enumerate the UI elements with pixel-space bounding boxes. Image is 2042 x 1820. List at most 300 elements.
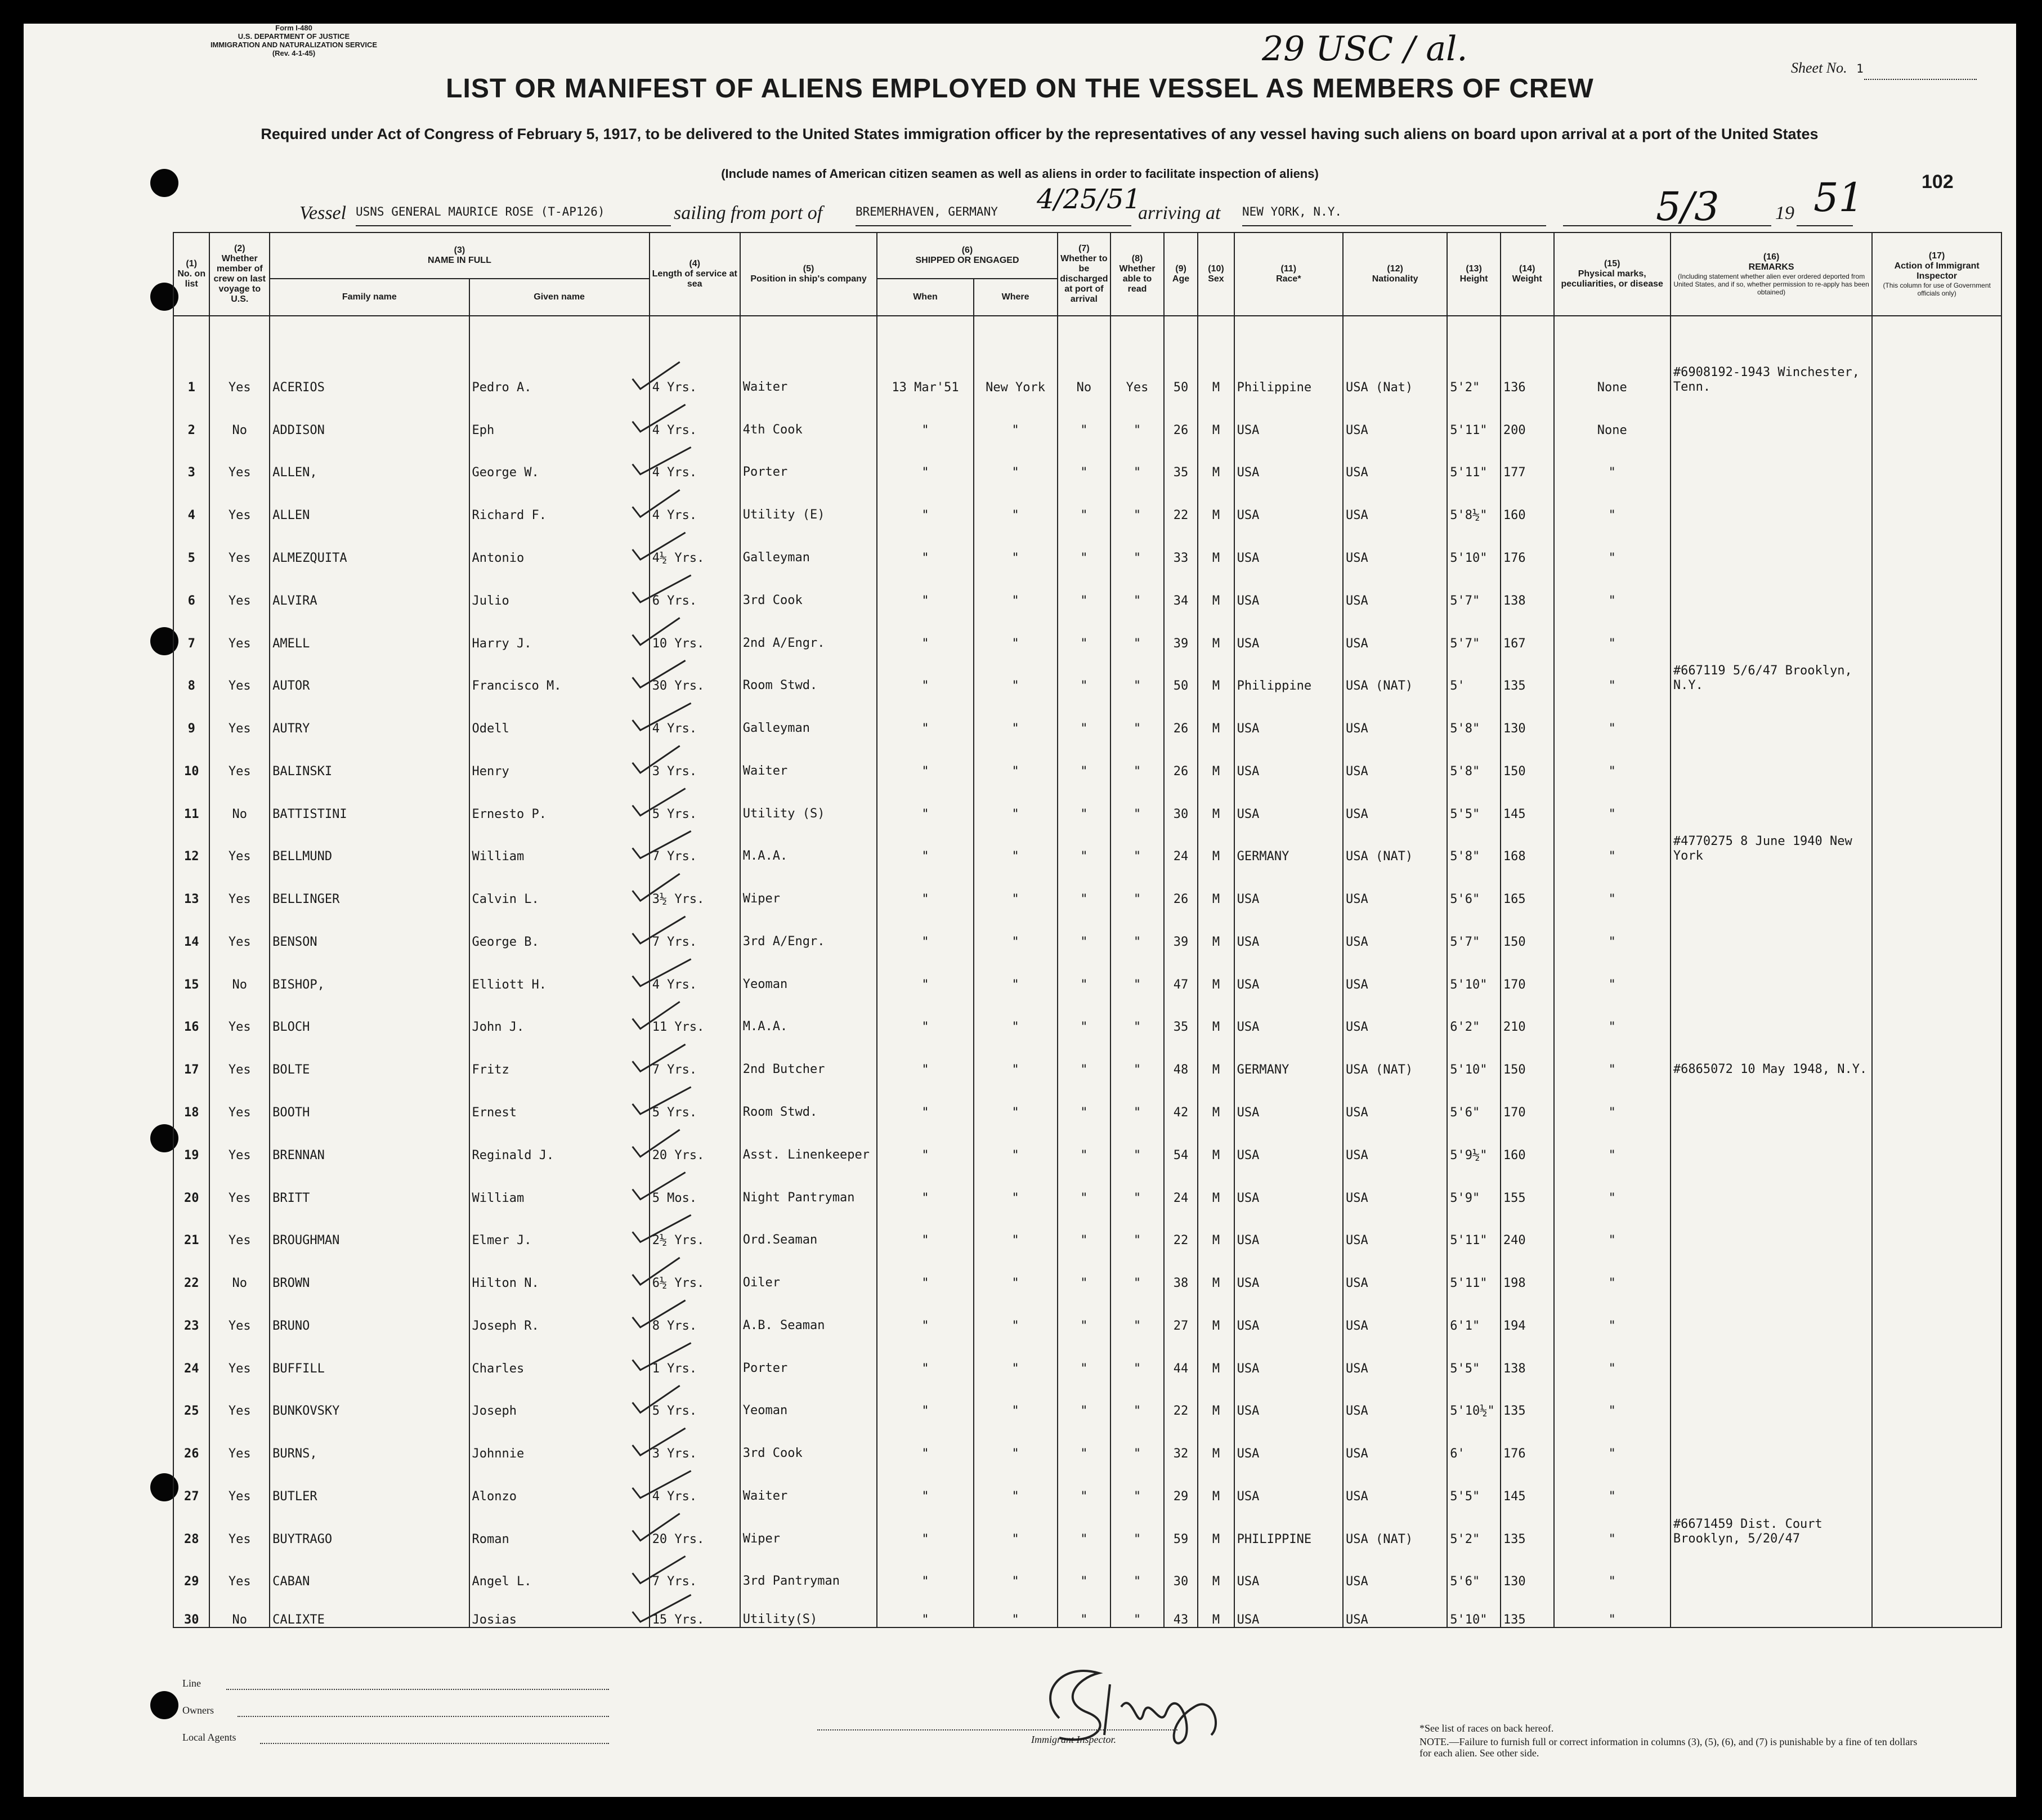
position: Wiper bbox=[740, 1504, 877, 1546]
able-to-read: " bbox=[1110, 1247, 1164, 1290]
shipped-where: " bbox=[974, 522, 1058, 565]
sex: M bbox=[1198, 779, 1234, 821]
height: 6'2" bbox=[1447, 992, 1501, 1035]
given-name: Charles bbox=[469, 1333, 650, 1376]
row-number: 29 bbox=[173, 1546, 209, 1589]
col-header-action: (17) Action of Immigrant Inspector (This column for use of Government officials only) bbox=[1872, 232, 2001, 316]
race: USA bbox=[1234, 480, 1343, 522]
sex: M bbox=[1198, 1461, 1234, 1504]
shipped-where: " bbox=[974, 395, 1058, 437]
remarks bbox=[1671, 736, 1872, 779]
race: USA bbox=[1234, 1461, 1343, 1504]
given-name: Francisco M. bbox=[469, 651, 650, 694]
sex: M bbox=[1198, 395, 1234, 437]
nationality: USA bbox=[1343, 779, 1447, 821]
inspector-action bbox=[1872, 565, 2001, 608]
given-name: Calvin L. bbox=[469, 864, 650, 906]
nationality: USA bbox=[1343, 1290, 1447, 1333]
inspector-action bbox=[1872, 395, 2001, 437]
remarks bbox=[1671, 1247, 1872, 1290]
sheet-label: Sheet No. bbox=[1791, 60, 1847, 76]
sex: M bbox=[1198, 1162, 1234, 1205]
race: USA bbox=[1234, 1546, 1343, 1589]
inspector-action bbox=[1872, 352, 2001, 395]
service-length: 4 Yrs. bbox=[650, 1461, 740, 1504]
inspector-action bbox=[1872, 949, 2001, 992]
col-header-discharged: (7) Whether to be discharged at port of arrival bbox=[1058, 232, 1111, 316]
shipped-where: " bbox=[974, 1546, 1058, 1589]
position: 2nd Butcher bbox=[740, 1034, 877, 1077]
shipped-where: " bbox=[974, 480, 1058, 522]
able-to-read: " bbox=[1110, 949, 1164, 992]
row-number: 3 bbox=[173, 437, 209, 480]
shipped-where: " bbox=[974, 1333, 1058, 1376]
able-to-read: " bbox=[1110, 906, 1164, 949]
nationality: USA bbox=[1343, 864, 1447, 906]
discharged: " bbox=[1058, 693, 1111, 736]
given-name: Johnnie bbox=[469, 1418, 650, 1461]
family-name: BENSON bbox=[270, 906, 469, 949]
nationality: USA bbox=[1343, 480, 1447, 522]
remarks bbox=[1671, 1546, 1872, 1589]
discharged: " bbox=[1058, 395, 1111, 437]
nationality: USA bbox=[1343, 1120, 1447, 1162]
family-name: BLOCH bbox=[270, 992, 469, 1035]
able-to-read: " bbox=[1110, 1034, 1164, 1077]
remarks bbox=[1671, 522, 1872, 565]
discharged: " bbox=[1058, 1333, 1111, 1376]
able-to-read: " bbox=[1110, 395, 1164, 437]
last-voyage: No bbox=[209, 1247, 270, 1290]
remarks bbox=[1671, 1077, 1872, 1120]
able-to-read: Yes bbox=[1110, 352, 1164, 395]
last-voyage: Yes bbox=[209, 1205, 270, 1248]
row-number: 12 bbox=[173, 821, 209, 864]
age: 33 bbox=[1164, 522, 1198, 565]
row-number: 26 bbox=[173, 1418, 209, 1461]
inspector-action bbox=[1872, 1290, 2001, 1333]
crew-row bbox=[173, 736, 2001, 779]
age: 39 bbox=[1164, 608, 1198, 651]
shipped-where: " bbox=[974, 992, 1058, 1035]
sex: M bbox=[1198, 352, 1234, 395]
shipped-when: " bbox=[877, 779, 973, 821]
height: 5'6" bbox=[1447, 1077, 1501, 1120]
able-to-read: " bbox=[1110, 1376, 1164, 1419]
last-voyage: Yes bbox=[209, 1461, 270, 1504]
height: 5'7" bbox=[1447, 906, 1501, 949]
family-name: ALLEN bbox=[270, 480, 469, 522]
crew-row bbox=[173, 1290, 2001, 1333]
remarks bbox=[1671, 992, 1872, 1035]
family-name: AUTOR bbox=[270, 651, 469, 694]
sailing-label: sailing from port of bbox=[674, 203, 823, 223]
race: USA bbox=[1234, 1205, 1343, 1248]
weight: 135 bbox=[1501, 1589, 1554, 1627]
crew-row bbox=[173, 1333, 2001, 1376]
race: PHILIPPINE bbox=[1234, 1504, 1343, 1546]
remarks bbox=[1671, 395, 1872, 437]
last-voyage: Yes bbox=[209, 1333, 270, 1376]
height: 5'2" bbox=[1447, 1504, 1501, 1546]
crew-row bbox=[173, 949, 2001, 992]
position: Galleyman bbox=[740, 522, 877, 565]
family-name: BATTISTINI bbox=[270, 779, 469, 821]
shipped-where: " bbox=[974, 779, 1058, 821]
arrival-date: 5/3 bbox=[1656, 184, 1719, 230]
weight: 160 bbox=[1501, 480, 1554, 522]
agents-label: Local Agents bbox=[182, 1732, 236, 1743]
age: 35 bbox=[1164, 992, 1198, 1035]
row-number: 4 bbox=[173, 480, 209, 522]
given-name: Odell bbox=[469, 693, 650, 736]
family-name: BRUNO bbox=[270, 1290, 469, 1333]
discharged: " bbox=[1058, 1589, 1111, 1627]
height: 5'11" bbox=[1447, 437, 1501, 480]
row-number: 5 bbox=[173, 522, 209, 565]
inspector-action bbox=[1872, 1546, 2001, 1589]
race: USA bbox=[1234, 1290, 1343, 1333]
owners-field bbox=[238, 1716, 609, 1717]
crew-row bbox=[173, 1120, 2001, 1162]
arriving-underline bbox=[1242, 225, 1546, 226]
discharged: " bbox=[1058, 608, 1111, 651]
shipped-where: " bbox=[974, 1162, 1058, 1205]
shipped-where: " bbox=[974, 1034, 1058, 1077]
revision: (Rev. 4-1-45) bbox=[272, 49, 316, 57]
discharged: " bbox=[1058, 1290, 1111, 1333]
shipped-when: " bbox=[877, 736, 973, 779]
shipped-where: " bbox=[974, 651, 1058, 694]
given-name: Alonzo bbox=[469, 1461, 650, 1504]
crew-row bbox=[173, 1546, 2001, 1589]
height: 5'6" bbox=[1447, 864, 1501, 906]
position: 2nd A/Engr. bbox=[740, 608, 877, 651]
physical-marks: " bbox=[1554, 906, 1671, 949]
height: 5'8½" bbox=[1447, 480, 1501, 522]
physical-marks: " bbox=[1554, 736, 1671, 779]
physical-marks: " bbox=[1554, 565, 1671, 608]
family-name: BALINSKI bbox=[270, 736, 469, 779]
discharged: No bbox=[1058, 352, 1111, 395]
weight: 198 bbox=[1501, 1247, 1554, 1290]
last-voyage: Yes bbox=[209, 1120, 270, 1162]
col-header-marks: (15) Physical marks, peculiarities, or disease bbox=[1554, 232, 1671, 316]
shipped-where: " bbox=[974, 906, 1058, 949]
given-name: Harry J. bbox=[469, 608, 650, 651]
position: M.A.A. bbox=[740, 992, 877, 1035]
shipped-when: " bbox=[877, 608, 973, 651]
discharged: " bbox=[1058, 651, 1111, 694]
crew-row bbox=[173, 906, 2001, 949]
service-length: 5 Yrs. bbox=[650, 779, 740, 821]
service-length: 6½ Yrs. bbox=[650, 1247, 740, 1290]
age: 38 bbox=[1164, 1247, 1198, 1290]
vessel-label: Vessel bbox=[299, 203, 347, 223]
shipped-when: " bbox=[877, 949, 973, 992]
height: 5'8" bbox=[1447, 693, 1501, 736]
discharged: " bbox=[1058, 1504, 1111, 1546]
form-number: Form I-480 bbox=[275, 24, 312, 32]
able-to-read: " bbox=[1110, 1418, 1164, 1461]
shipped-where: " bbox=[974, 949, 1058, 992]
shipped-when: " bbox=[877, 1418, 973, 1461]
weight: 135 bbox=[1501, 1504, 1554, 1546]
shipped-when: " bbox=[877, 1290, 973, 1333]
remarks bbox=[1671, 1120, 1872, 1162]
row-number: 19 bbox=[173, 1120, 209, 1162]
weight: 176 bbox=[1501, 522, 1554, 565]
shipped-when: " bbox=[877, 1504, 973, 1546]
race-note: *See list of races on back hereof. bbox=[1419, 1723, 1554, 1734]
last-voyage: Yes bbox=[209, 736, 270, 779]
year-underline bbox=[1797, 225, 1853, 226]
row-number: 27 bbox=[173, 1461, 209, 1504]
age: 44 bbox=[1164, 1333, 1198, 1376]
shipped-when: " bbox=[877, 992, 973, 1035]
shipped-where: " bbox=[974, 437, 1058, 480]
agents-field bbox=[260, 1743, 609, 1744]
remarks bbox=[1671, 1205, 1872, 1248]
shipped-when: " bbox=[877, 1333, 973, 1376]
remarks bbox=[1671, 1333, 1872, 1376]
position: Wiper bbox=[740, 864, 877, 906]
family-name: BELLMUND bbox=[270, 821, 469, 864]
physical-marks: " bbox=[1554, 1589, 1671, 1627]
remarks bbox=[1671, 608, 1872, 651]
shipped-when: " bbox=[877, 906, 973, 949]
age: 43 bbox=[1164, 1589, 1198, 1627]
service-length: 4 Yrs. bbox=[650, 437, 740, 480]
weight: 145 bbox=[1501, 1461, 1554, 1504]
remarks: #6908192-1943 Winchester, Tenn. bbox=[1671, 352, 1872, 395]
shipped-when: " bbox=[877, 1034, 973, 1077]
service-length: 11 Yrs. bbox=[650, 992, 740, 1035]
race: Philippine bbox=[1234, 651, 1343, 694]
page-subtitle: Required under Act of Congress of February 5, 1917, to be delivered to the United States immigration officer by the representatives of any vessel having such aliens on board upon arrival at a port of the United States bbox=[261, 126, 1819, 142]
physical-marks: " bbox=[1554, 1546, 1671, 1589]
nationality: USA bbox=[1343, 1205, 1447, 1248]
age: 30 bbox=[1164, 779, 1198, 821]
col-header-weight: (14) Weight bbox=[1501, 232, 1554, 316]
family-name: AMELL bbox=[270, 608, 469, 651]
date-underline bbox=[1563, 225, 1771, 226]
manifest-body bbox=[173, 316, 2001, 1627]
remarks: #6671459 Dist. Court Brooklyn, 5/20/47 bbox=[1671, 1504, 1872, 1546]
line-label: Line bbox=[182, 1678, 201, 1689]
penalty-note: NOTE.—Failure to furnish full or correct information in columns (3), (5), (6), and (7) is punishable by a fine of ten dollars for each alien. See other side. bbox=[1419, 1736, 1918, 1759]
discharged: " bbox=[1058, 1461, 1111, 1504]
physical-marks: " bbox=[1554, 1077, 1671, 1120]
race: USA bbox=[1234, 1418, 1343, 1461]
given-name: Angel L. bbox=[469, 1546, 650, 1589]
row-number: 28 bbox=[173, 1504, 209, 1546]
crew-row bbox=[173, 437, 2001, 480]
race: USA bbox=[1234, 1120, 1343, 1162]
nationality: USA bbox=[1343, 1162, 1447, 1205]
height: 6'1" bbox=[1447, 1290, 1501, 1333]
able-to-read: " bbox=[1110, 651, 1164, 694]
height: 5'2" bbox=[1447, 352, 1501, 395]
service-length: 3 Yrs. bbox=[650, 736, 740, 779]
race: USA bbox=[1234, 779, 1343, 821]
punch-hole bbox=[150, 1691, 178, 1719]
service-length: 7 Yrs. bbox=[650, 1546, 740, 1589]
physical-marks: " bbox=[1554, 651, 1671, 694]
position: 3rd Pantryman bbox=[740, 1546, 877, 1589]
nationality: USA bbox=[1343, 437, 1447, 480]
row-number: 17 bbox=[173, 1034, 209, 1077]
last-voyage: Yes bbox=[209, 522, 270, 565]
age: 50 bbox=[1164, 352, 1198, 395]
position: Galleyman bbox=[740, 693, 877, 736]
row-number: 30 bbox=[173, 1589, 209, 1627]
position: 4th Cook bbox=[740, 395, 877, 437]
able-to-read: " bbox=[1110, 779, 1164, 821]
shipped-when: " bbox=[877, 480, 973, 522]
inspector-action bbox=[1872, 522, 2001, 565]
weight: 168 bbox=[1501, 821, 1554, 864]
last-voyage: Yes bbox=[209, 1290, 270, 1333]
physical-marks: " bbox=[1554, 1290, 1671, 1333]
discharged: " bbox=[1058, 949, 1111, 992]
sailing-port: BREMERHAVEN, GERMANY bbox=[856, 205, 998, 218]
discharged: " bbox=[1058, 736, 1111, 779]
inspector-signature-line bbox=[817, 1729, 1177, 1730]
remarks bbox=[1671, 565, 1872, 608]
sex: M bbox=[1198, 1546, 1234, 1589]
family-name: BUNKOVSKY bbox=[270, 1376, 469, 1419]
sex: M bbox=[1198, 992, 1234, 1035]
age: 26 bbox=[1164, 395, 1198, 437]
race: USA bbox=[1234, 906, 1343, 949]
age: 26 bbox=[1164, 736, 1198, 779]
last-voyage: No bbox=[209, 779, 270, 821]
physical-marks: " bbox=[1554, 1205, 1671, 1248]
physical-marks: " bbox=[1554, 1034, 1671, 1077]
shipped-when: 13 Mar'51 bbox=[877, 352, 973, 395]
page-stamp: 102 bbox=[1922, 171, 1954, 193]
shipped-where: " bbox=[974, 821, 1058, 864]
col-header-shipped: (6) SHIPPED OR ENGAGED bbox=[877, 232, 1057, 279]
race: GERMANY bbox=[1234, 1034, 1343, 1077]
position: M.A.A. bbox=[740, 821, 877, 864]
shipped-when: " bbox=[877, 395, 973, 437]
department: U.S. DEPARTMENT OF JUSTICE bbox=[238, 32, 350, 41]
shipped-where: " bbox=[974, 693, 1058, 736]
nationality: USA (NAT) bbox=[1343, 1504, 1447, 1546]
age: 32 bbox=[1164, 1418, 1198, 1461]
sex: M bbox=[1198, 1034, 1234, 1077]
height: 5'7" bbox=[1447, 608, 1501, 651]
inspector-action bbox=[1872, 1376, 2001, 1419]
sex: M bbox=[1198, 565, 1234, 608]
discharged: " bbox=[1058, 821, 1111, 864]
able-to-read: " bbox=[1110, 864, 1164, 906]
last-voyage: Yes bbox=[209, 1077, 270, 1120]
discharged: " bbox=[1058, 1205, 1111, 1248]
shipped-when: " bbox=[877, 693, 973, 736]
weight: 155 bbox=[1501, 1162, 1554, 1205]
height: 5'8" bbox=[1447, 736, 1501, 779]
discharged: " bbox=[1058, 1034, 1111, 1077]
physical-marks: " bbox=[1554, 1461, 1671, 1504]
discharged: " bbox=[1058, 565, 1111, 608]
remarks bbox=[1671, 906, 1872, 949]
col-header-given-name: Given name bbox=[469, 279, 650, 316]
physical-marks: " bbox=[1554, 522, 1671, 565]
manifest-page bbox=[24, 24, 2016, 1797]
year-prefix: 19 bbox=[1775, 203, 1794, 223]
service-length: 10 Yrs. bbox=[650, 608, 740, 651]
nationality: USA bbox=[1343, 1461, 1447, 1504]
family-name: BOLTE bbox=[270, 1034, 469, 1077]
family-name: ACERIOS bbox=[270, 352, 469, 395]
physical-marks: " bbox=[1554, 992, 1671, 1035]
given-name: Henry bbox=[469, 736, 650, 779]
row-number: 15 bbox=[173, 949, 209, 992]
service-length: 7 Yrs. bbox=[650, 906, 740, 949]
last-voyage: No bbox=[209, 395, 270, 437]
discharged: " bbox=[1058, 522, 1111, 565]
crew-row bbox=[173, 651, 2001, 694]
physical-marks: " bbox=[1554, 1120, 1671, 1162]
height: 5'5" bbox=[1447, 779, 1501, 821]
given-name: Fritz bbox=[469, 1034, 650, 1077]
age: 48 bbox=[1164, 1034, 1198, 1077]
remarks bbox=[1671, 1290, 1872, 1333]
inspector-action bbox=[1872, 480, 2001, 522]
owners-label: Owners bbox=[182, 1705, 214, 1716]
position: Room Stwd. bbox=[740, 651, 877, 694]
age: 30 bbox=[1164, 1546, 1198, 1589]
shipped-when: " bbox=[877, 821, 973, 864]
family-name: BROUGHMAN bbox=[270, 1205, 469, 1248]
height: 5'6" bbox=[1447, 1546, 1501, 1589]
discharged: " bbox=[1058, 437, 1111, 480]
weight: 138 bbox=[1501, 1333, 1554, 1376]
given-name: Ernesto P. bbox=[469, 779, 650, 821]
able-to-read: " bbox=[1110, 522, 1164, 565]
position: Utility(S) bbox=[740, 1589, 877, 1627]
weight: 135 bbox=[1501, 1376, 1554, 1419]
inspector-action bbox=[1872, 608, 2001, 651]
crew-row bbox=[173, 1034, 2001, 1077]
shipped-where: " bbox=[974, 608, 1058, 651]
height: 5'10" bbox=[1447, 1034, 1501, 1077]
able-to-read: " bbox=[1110, 1120, 1164, 1162]
weight: 240 bbox=[1501, 1205, 1554, 1248]
given-name: George W. bbox=[469, 437, 650, 480]
able-to-read: " bbox=[1110, 821, 1164, 864]
able-to-read: " bbox=[1110, 1461, 1164, 1504]
given-name: Elmer J. bbox=[469, 1205, 650, 1248]
family-name: BOOTH bbox=[270, 1077, 469, 1120]
remarks bbox=[1671, 1589, 1872, 1627]
sex: M bbox=[1198, 651, 1234, 694]
able-to-read: " bbox=[1110, 1162, 1164, 1205]
weight: 136 bbox=[1501, 352, 1554, 395]
inspector-action bbox=[1872, 437, 2001, 480]
shipped-where: " bbox=[974, 1290, 1058, 1333]
age: 29 bbox=[1164, 1461, 1198, 1504]
last-voyage: Yes bbox=[209, 480, 270, 522]
row-number: 11 bbox=[173, 779, 209, 821]
age: 54 bbox=[1164, 1120, 1198, 1162]
discharged: " bbox=[1058, 1546, 1111, 1589]
given-name: Richard F. bbox=[469, 480, 650, 522]
age: 39 bbox=[1164, 906, 1198, 949]
